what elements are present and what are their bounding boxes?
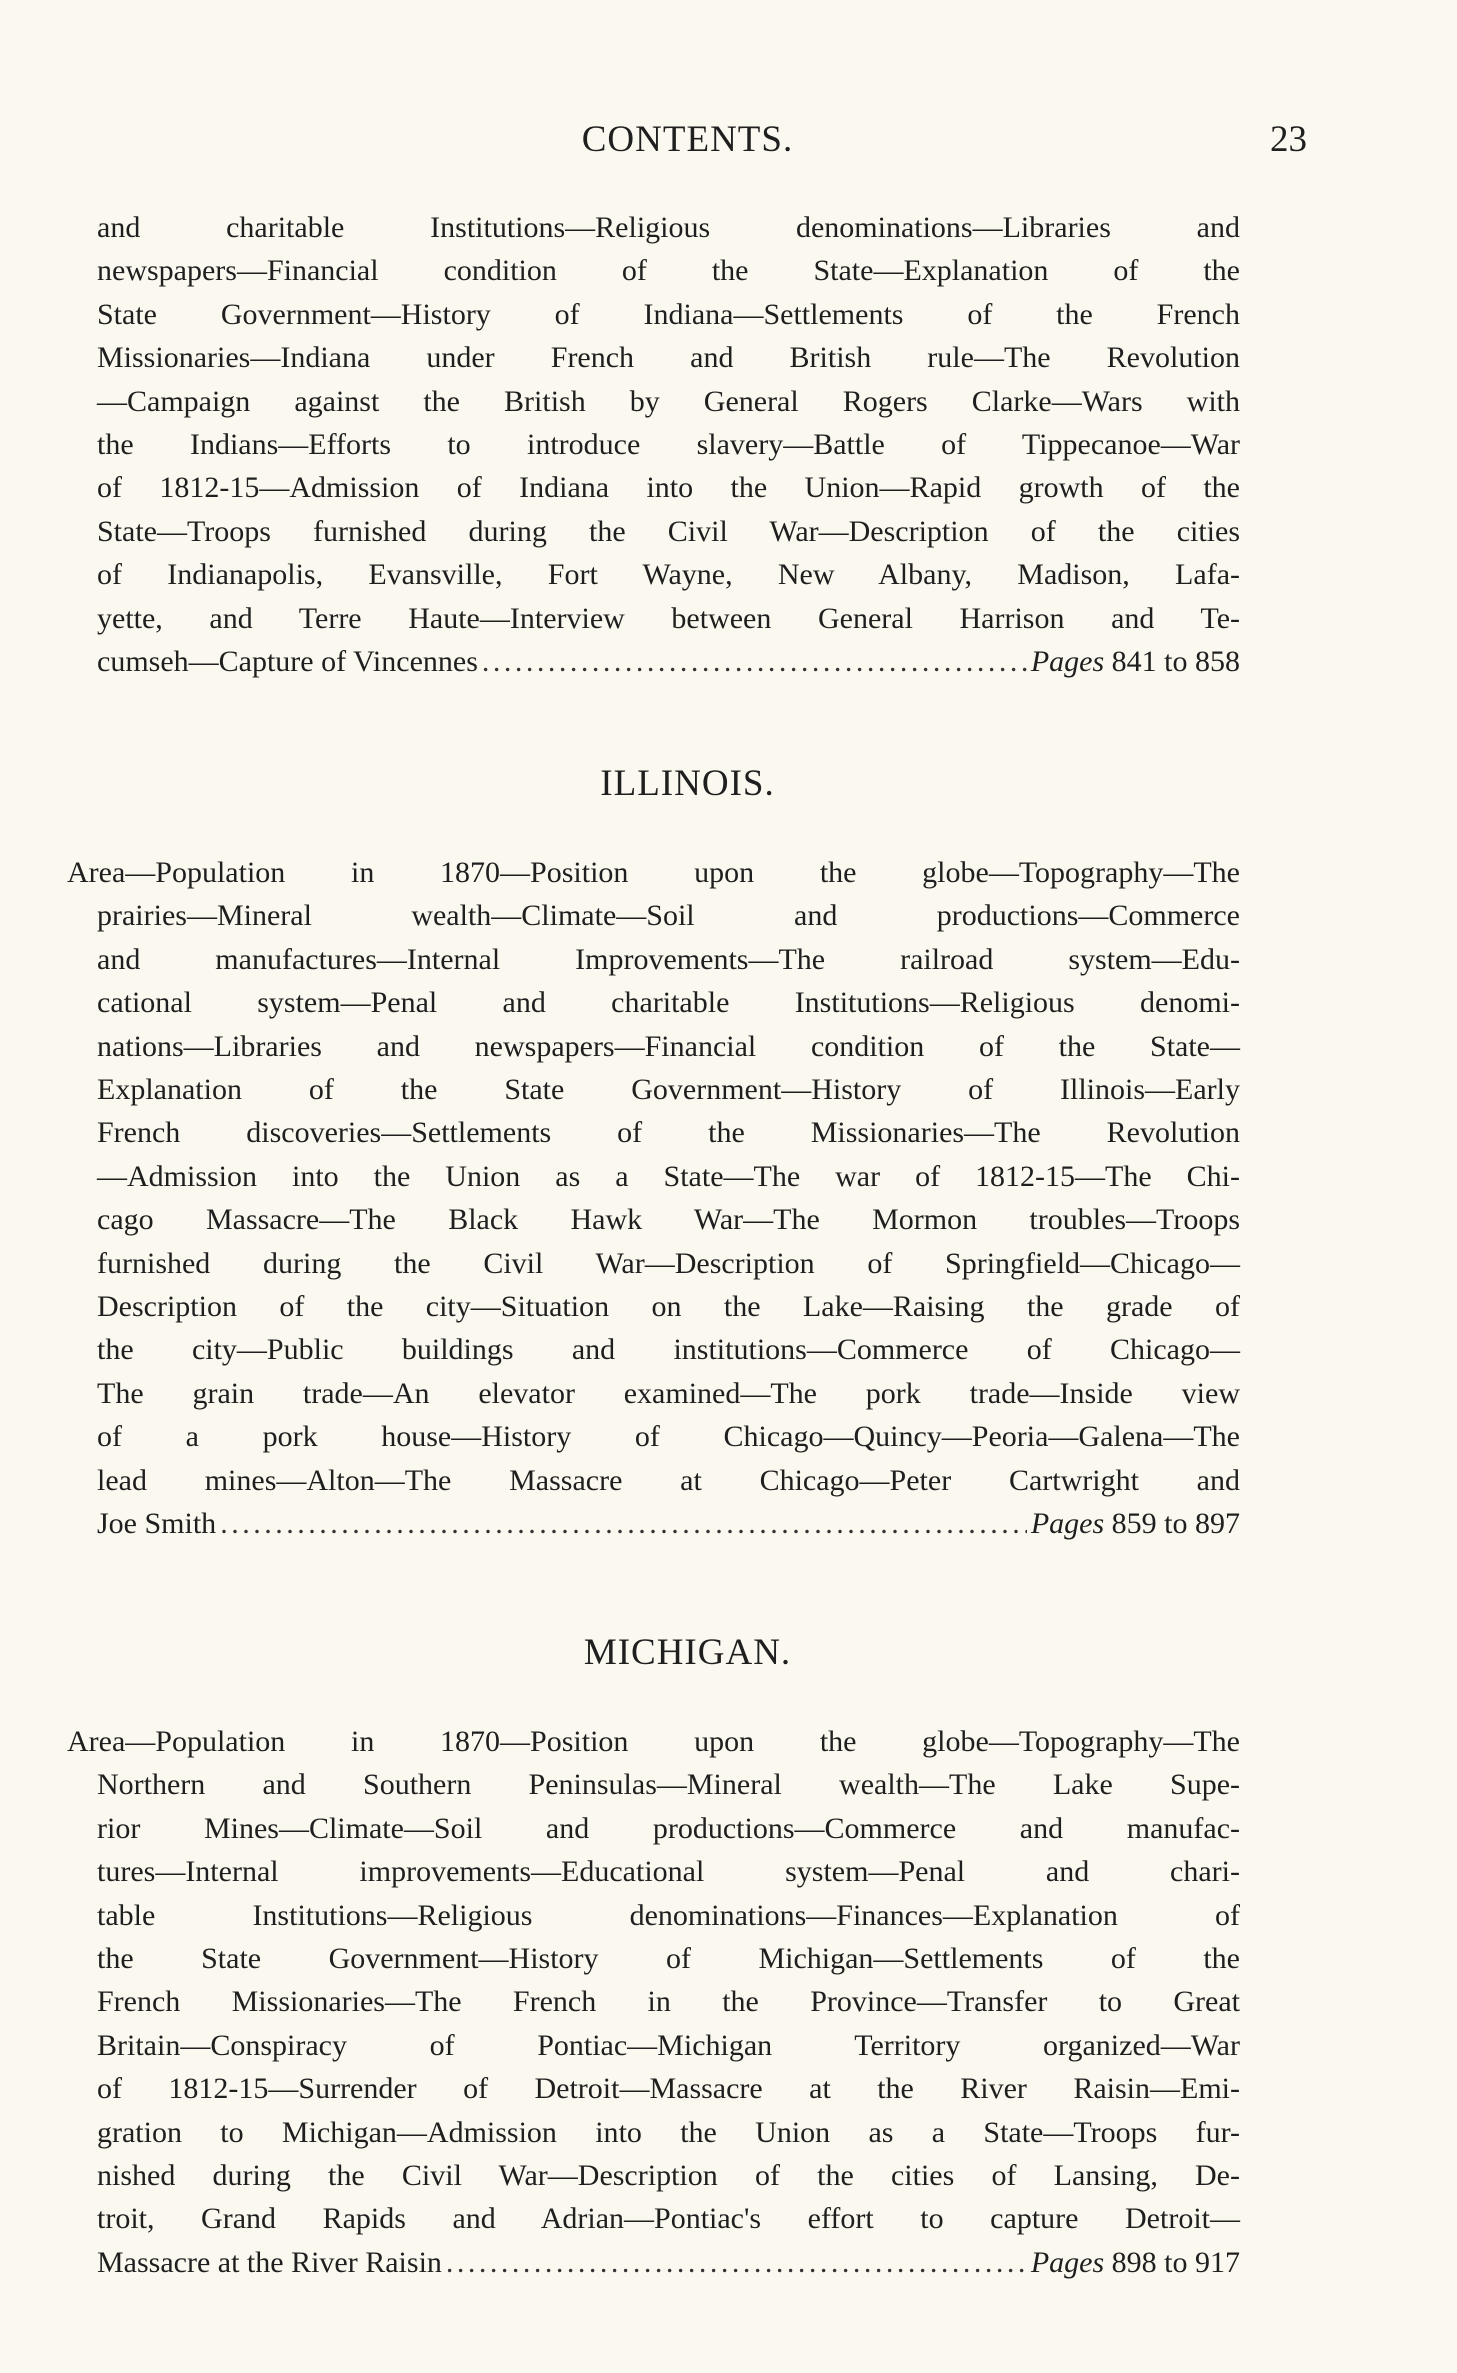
contents-line: nations—Libraries and newspapers—Financial condition of the State— xyxy=(97,1029,1240,1063)
pages-range: 859 to 897 xyxy=(1104,1507,1240,1541)
pages-range: 898 to 917 xyxy=(1104,2245,1240,2279)
contents-line: table Institutions—Religious denominations—Finances—Explanation of xyxy=(97,1898,1240,1932)
contents-line: the city—Public buildings and institutions—Commerce of Chicago— xyxy=(97,1333,1240,1367)
contents-line: nished during the Civil War—Description of the cities of Lansing, De- xyxy=(97,2159,1240,2193)
contents-line: French discoveries—Settlements of the Missionaries—The Revolution xyxy=(97,1116,1240,1150)
running-head xyxy=(0,118,1457,168)
contents-line: yette, and Terre Haute—Interview between General Harrison and Te- xyxy=(97,601,1240,635)
contents-line: of 1812-15—Surrender of Detroit—Massacre at the River Raisin—Emi- xyxy=(97,2072,1240,2106)
section-title-illinois: ILLINOIS. xyxy=(600,763,775,804)
contents-line: of Indianapolis, Evansville, Fort Wayne, New Albany, Madison, Lafa- xyxy=(97,558,1240,592)
contents-line-with-pages xyxy=(97,640,1240,683)
page-number: 23 xyxy=(1270,119,1307,160)
contents-line: Area—Population in 1870—Position upon the globe—Topography—The xyxy=(67,1725,1240,1758)
section-michigan-contents xyxy=(67,1720,1240,2284)
contents-line: French Missionaries—The French in the Province—Transfer to Great xyxy=(97,1985,1240,2019)
pages-range: 841 to 858 xyxy=(1104,645,1240,679)
contents-line-final-text: cumseh—Capture of Vincennes xyxy=(97,645,478,679)
contents-line: Explanation of the State Government—History of Illinois—Early xyxy=(97,1073,1240,1107)
contents-line: prairies—Mineral wealth—Climate—Soil and productions—Commerce xyxy=(97,899,1240,933)
contents-line: newspapers—Financial condition of the State—Explanation of the xyxy=(97,254,1240,288)
pages-label: Pages xyxy=(1030,1507,1105,1541)
contents-line-final-text: Joe Smith xyxy=(97,1507,217,1541)
contents-line: State—Troops furnished during the Civil War—Description of the cities xyxy=(97,514,1240,548)
dot-leader xyxy=(446,2241,1027,2284)
contents-line: Description of the city—Situation on the Lake—Raising the grade of xyxy=(97,1290,1240,1324)
contents-line: troit, Grand Rapids and Adrian—Pontiac's effort to capture Detroit— xyxy=(97,2202,1240,2236)
contents-line: The grain trade—An elevator examined—The pork trade—Inside view xyxy=(97,1376,1240,1410)
contents-line: Missionaries—Indiana under French and British rule—The Revolution xyxy=(97,341,1240,375)
contents-line: cago Massacre—The Black Hawk War—The Mormon troubles—Troops xyxy=(97,1203,1240,1237)
page-reference xyxy=(1031,2241,1240,2284)
running-title: CONTENTS. xyxy=(581,119,794,160)
dot-leader xyxy=(220,1502,1027,1545)
dot-leader xyxy=(482,640,1027,683)
pages-label: Pages xyxy=(1030,2245,1105,2279)
contents-line: and manufactures—Internal Improvements—The railroad system—Edu- xyxy=(97,942,1240,976)
section-title-michigan: MICHIGAN. xyxy=(583,1632,792,1673)
contents-line: rior Mines—Climate—Soil and productions—Commerce and manufac- xyxy=(97,1811,1240,1845)
contents-line: of a pork house—History of Chicago—Quincy—Peoria—Galena—The xyxy=(97,1420,1240,1454)
page-reference xyxy=(1031,640,1240,683)
contents-line: furnished during the Civil War—Description of Springfield—Chicago— xyxy=(97,1246,1240,1280)
section-indiana-contents xyxy=(97,206,1240,683)
contents-line: of 1812-15—Admission of Indiana into the Union—Rapid growth of the xyxy=(97,471,1240,505)
contents-line: cational system—Penal and charitable Institutions—Religious denomi- xyxy=(97,986,1240,1020)
contents-line: Area—Population in 1870—Position upon the globe—Topography—The xyxy=(67,856,1240,889)
contents-line-final-text: Massacre at the River Raisin xyxy=(97,2245,442,2279)
contents-line: tures—Internal improvements—Educational system—Penal and chari- xyxy=(97,1855,1240,1889)
contents-line: and charitable Institutions—Religious denominations—Libraries and xyxy=(97,211,1240,244)
contents-line: Northern and Southern Peninsulas—Mineral wealth—The Lake Supe- xyxy=(97,1768,1240,1802)
contents-line: the State Government—History of Michigan—Settlements of the xyxy=(97,1942,1240,1976)
contents-line: gration to Michigan—Admission into the Union as a State—Troops fur- xyxy=(97,2115,1240,2149)
contents-line-with-pages xyxy=(97,2241,1240,2284)
contents-line-with-pages xyxy=(97,1502,1240,1545)
section-illinois-contents xyxy=(67,851,1240,1546)
contents-line: —Admission into the Union as a State—The war of 1812-15—The Chi- xyxy=(97,1159,1240,1193)
contents-line: the Indians—Efforts to introduce slavery—Battle of Tippecanoe—War xyxy=(97,428,1240,462)
contents-line: —Campaign against the British by General Rogers Clarke—Wars with xyxy=(97,384,1240,418)
pages-label: Pages xyxy=(1030,645,1105,679)
contents-line: Britain—Conspiracy of Pontiac—Michigan Territory organized—War xyxy=(97,2028,1240,2062)
page-reference xyxy=(1031,1502,1240,1545)
contents-line: State Government—History of Indiana—Settlements of the French xyxy=(97,297,1240,331)
contents-line: lead mines—Alton—The Massacre at Chicago—Peter Cartwright and xyxy=(97,1463,1240,1497)
